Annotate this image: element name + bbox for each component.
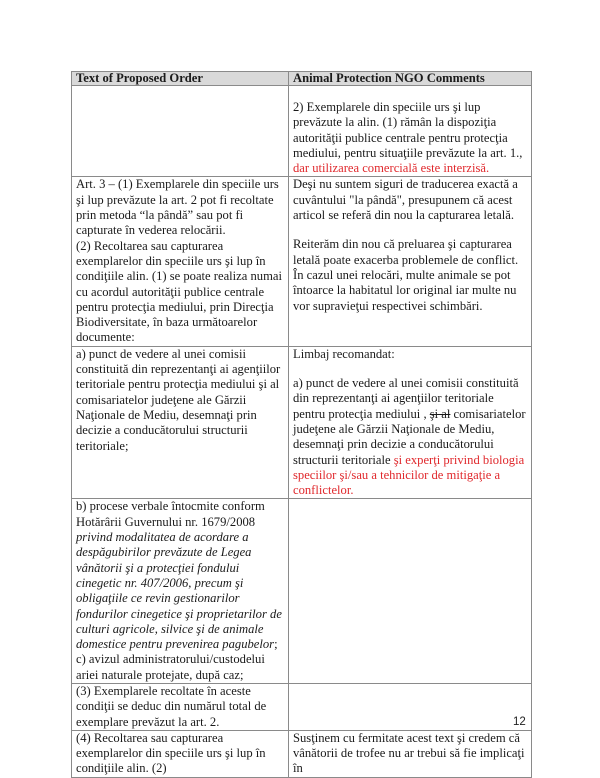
order-italic-text: privind modalitatea de acordare a despăgubirilor prevăzute de Legea vânătorii şi a protecţiei fondului cinegetic nr. 407/2006, precum şi obligaţiile ce revin gestionarilor fondurilor cinegetice şi proprietarilor de culturi agricole, silvice şi de animale domestice pentru prevenirea pagubelor — [76, 530, 282, 652]
comment-text: 2) Exemplarele din speciile urs şi lup prevăzute la alin. (1) rămân la dispoziţia autorităţii publice centrale pentru protecţia mediului, pentru situaţiile prevăzute la art. 1., — [293, 100, 523, 160]
page-number: 12 — [513, 716, 526, 728]
order-paragraph — [76, 499, 283, 652]
header-ngo-comments: Animal Protection NGO Comments — [289, 72, 531, 86]
order-paragraph: Art. 3 – (1) Exemplarele din speciile urs şi lup prevăzute la art. 2 pot fi recoltate prin metoda “la pândă” sau pot fi capturate în vederea relocării. — [76, 177, 279, 238]
table-row — [72, 177, 531, 346]
comment-cell — [289, 177, 531, 346]
table-row — [72, 731, 531, 777]
order-text-cell — [72, 86, 289, 177]
order-text-cell: (3) Exemplarele recoltate în aceste condiţii se deduc din numărul total de exemplare prevăzut la art. 2. — [72, 684, 289, 731]
struck-text: şi al — [429, 406, 451, 421]
comment-red-text: dar utilizarea comercială este interzisă. — [293, 161, 490, 176]
order-text-cell — [72, 499, 289, 684]
comment-cell: Susţinem cu fermitate acest text şi credem că vânătorii de trofee nu ar trebui să fie implicaţi în — [293, 730, 525, 776]
comment-text: a) punct de vedere al unei comisii constituită din reprezentanţi ai agenţiilor teritoriale pentru protecţia mediului , — [293, 376, 519, 421]
order-text: b) procese verbale întocmite conform Hotărârii Guvernului nr. 1679/2008 — [76, 499, 265, 529]
comment-cell — [289, 684, 531, 731]
comment-paragraph — [293, 376, 526, 498]
comment-cell — [289, 499, 531, 684]
comment-cell — [289, 347, 531, 500]
order-text-cell — [72, 177, 289, 346]
comments-table — [71, 71, 532, 778]
header-proposed-order: Text of Proposed Order — [72, 72, 289, 86]
table-row — [72, 684, 531, 731]
comment-text: comisariatelor judeţene ale Gărzii Naţionale de Mediu, desemnaţi prin decizie a conducătorului structurii teritoriale — [293, 406, 526, 467]
comment-paragraph: Deşi nu suntem siguri de traducerea exactă a cuvântului "la pândă", presupunem că acest articol se referă din nou la capturarea letală. — [293, 177, 518, 223]
table-row — [72, 347, 531, 500]
table-row — [72, 499, 531, 684]
order-text: ; — [274, 637, 278, 652]
table-header-row — [72, 72, 531, 86]
comment-heading: Limbaj recomandat: — [293, 346, 395, 361]
order-text-cell: (4) Recoltarea sau capturarea exemplarelor din speciile urs şi lup în condiţiile alin. (2) — [72, 731, 289, 777]
table-row — [72, 86, 531, 177]
order-text-cell: a) punct de vedere al unei comisii constituită din reprezentanţi ai agenţiilor teritoriale pentru protecţia mediului şi al comisariatelor judeţene ale Gărzii Naţionale de Mediu, desemnaţi prin decizie a conducătorului structurii teritoriale; — [72, 347, 289, 500]
comment-paragraph: Reiterăm din nou că preluarea şi capturarea letală poate exacerba problemele de conflict. În cazul unei relocări, multe animale se pot întoarce la habitatul lor original iar multe nu vor supravieţui respectivei schimbări. — [293, 237, 519, 313]
comment-red-text: şi experţi privind biologia speciilor şi/sau a tehnicilor de mitigaţie a conflictelor. — [293, 452, 525, 498]
order-paragraph: (2) Recoltarea sau capturarea exemplarelor din speciile urs şi lup în condiţiile alin. (1) se poate realiza numai cu acordul autorităţii publice centrale pentru protecţia mediului, prin Direcţia Biodiversitate, în baza următoarelor documente: — [76, 238, 282, 345]
comment-cell — [289, 86, 531, 177]
order-paragraph: c) avizul administratorului/custodelui ariei naturale protejate, după caz; — [76, 652, 265, 682]
